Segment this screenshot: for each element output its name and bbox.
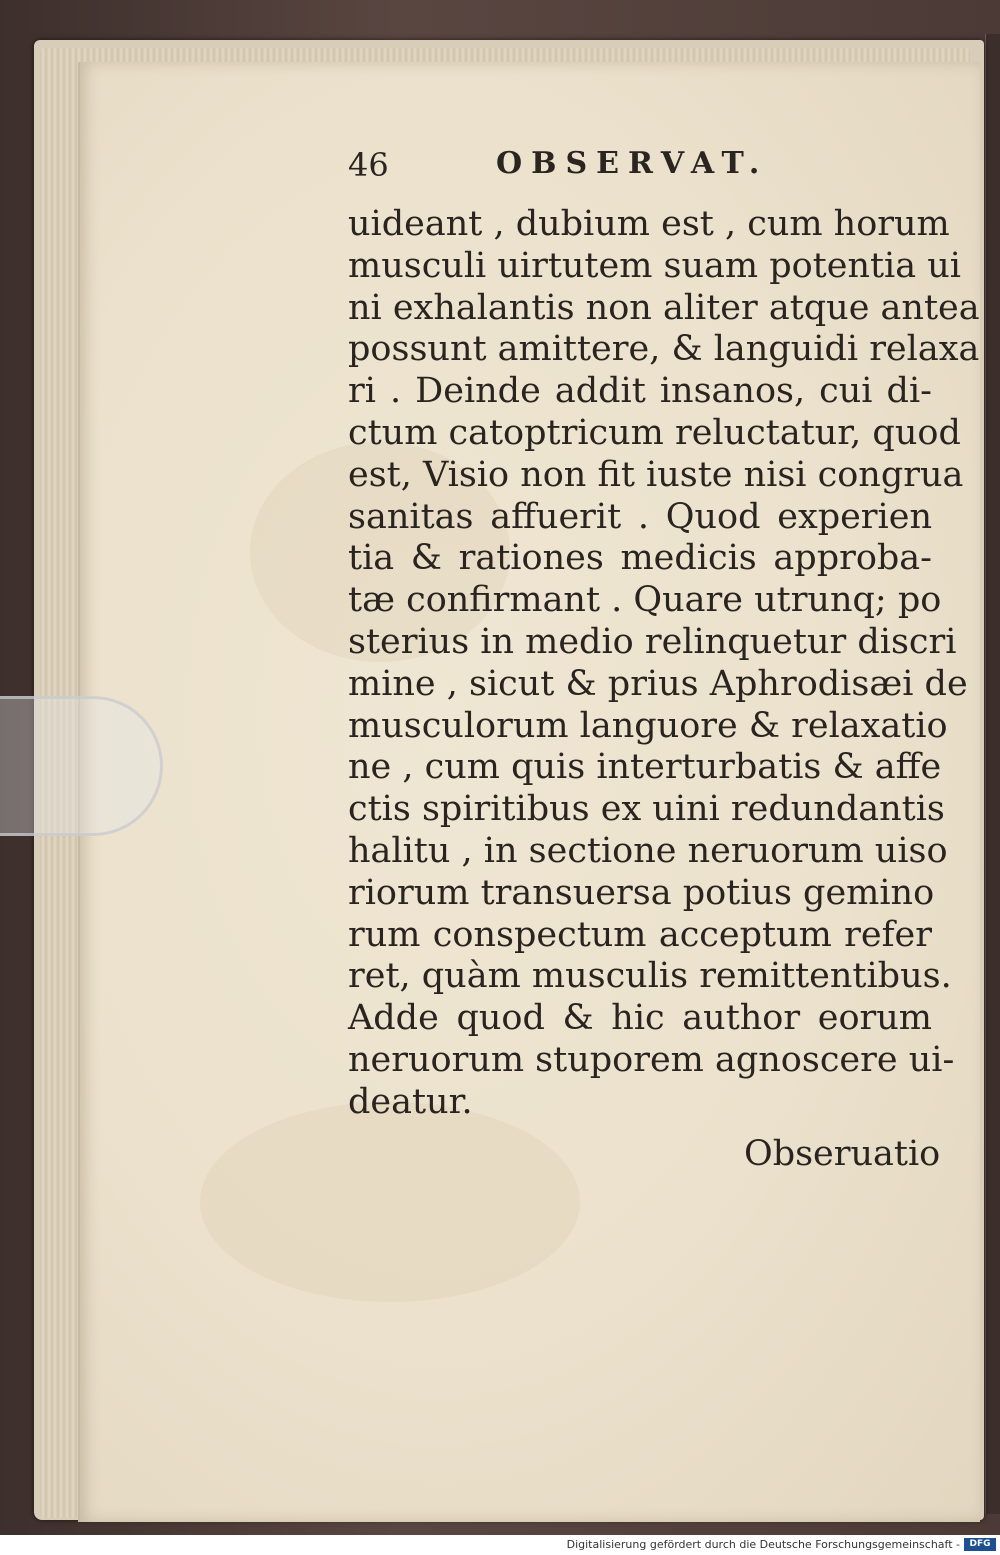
text-line: musculorum languore & relaxatio	[348, 705, 948, 746]
text-line: Adde quod & hic author eorum	[348, 998, 932, 1039]
text-line: uideant , dubium est , cum horum	[348, 204, 950, 244]
body-text	[348, 204, 980, 1124]
text-line: sterius in medio relinquetur discri	[348, 621, 957, 662]
text-line: tæ confirmant . Quare utrunq; po	[348, 580, 942, 621]
text-line: neruorum stuporem agnoscere ui-	[348, 1039, 955, 1080]
page-header	[348, 138, 908, 188]
text-line: possunt amittere, & languidi relaxa	[348, 329, 980, 370]
funding-credit: Digitalisierung gefördert durch die Deutsche Forschungsgemeinschaft -	[566, 1538, 960, 1551]
text-line: sanitas affuerit . Quod experien	[348, 496, 932, 537]
page-number: 46	[348, 146, 389, 184]
dfg-logo: DFG	[964, 1538, 996, 1551]
text-line: deatur.	[348, 1081, 473, 1122]
text-line: ne , cum quis interturbatis & affe	[348, 747, 942, 788]
footer-bar	[0, 1535, 1000, 1555]
text-line: tia & rationes medicis approba-	[348, 538, 932, 579]
page-clip	[0, 696, 163, 836]
text-line: ctum catoptricum reluctatur, quod	[348, 412, 961, 453]
text-line: halitu , in sectione neruorum uiso	[348, 830, 948, 871]
text-line: rum conspectum acceptum refer	[348, 914, 932, 955]
text-line: riorum transuersa potius gemino	[348, 872, 935, 913]
text-line: mine , sicut & prius Aphrodisæi de	[348, 663, 968, 704]
text-line: ret, quàm musculis remittentibus.	[348, 956, 952, 997]
catchword: Obseruatio	[744, 1134, 941, 1174]
running-head: OBSERVAT.	[496, 146, 769, 181]
text-line: ri . Deinde addit insanos, cui di-	[348, 371, 932, 412]
text-line: musculi uirtutem suam potentia ui	[348, 245, 961, 286]
scan-ruler	[985, 34, 1000, 1514]
paper-stain	[200, 1102, 580, 1302]
text-line: ni exhalantis non aliter atque antea	[348, 287, 980, 328]
text-line: ctis spiritibus ex uini redundantis	[348, 789, 945, 830]
text-line: est, Visio non fit iuste nisi congrua	[348, 454, 964, 495]
